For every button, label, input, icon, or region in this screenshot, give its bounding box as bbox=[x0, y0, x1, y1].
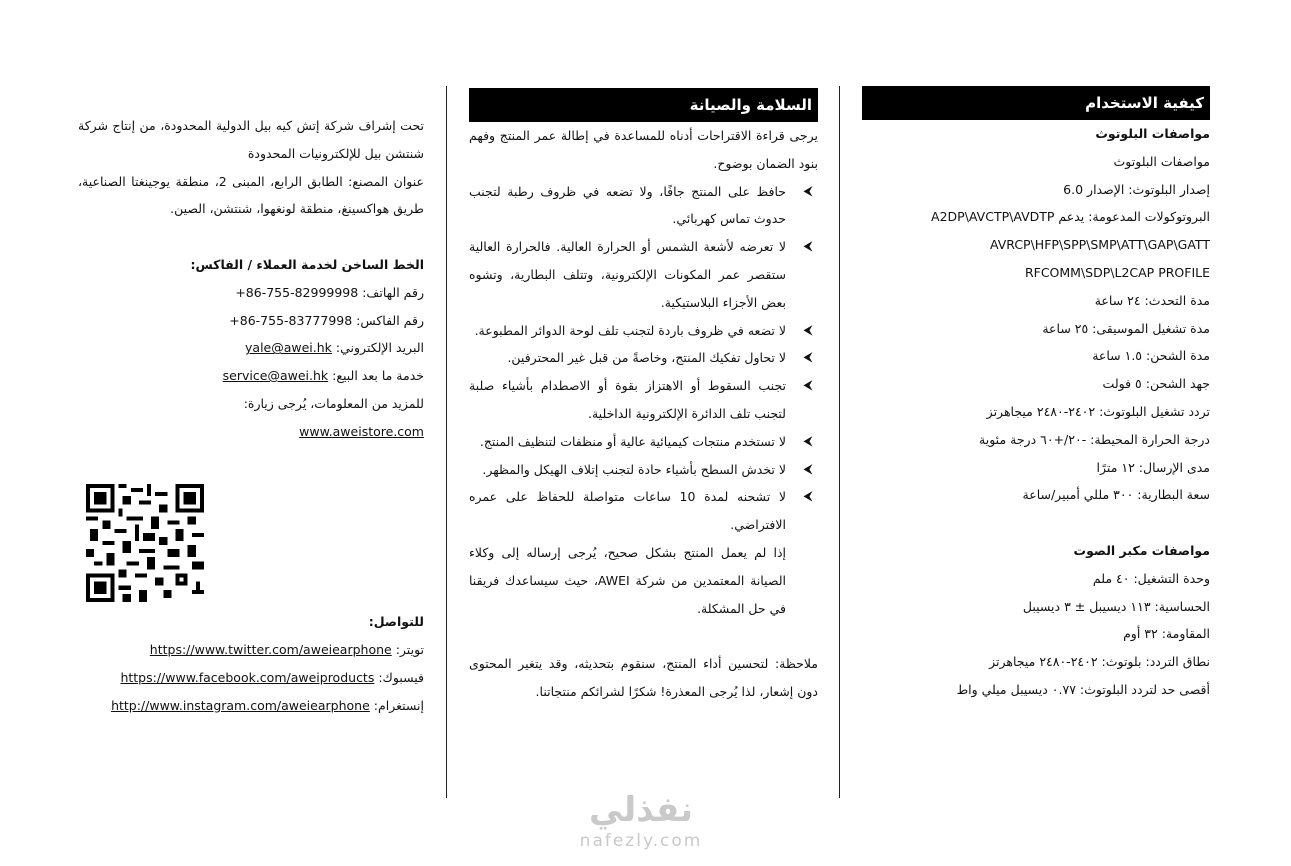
watermark-url: nafezly.com bbox=[579, 831, 703, 851]
spec-line: البروتوكولات المدعومة: يدعم A2DP\AVCTP\AVDTP bbox=[931, 209, 1210, 225]
spec-line: مواصفات البلوتوث bbox=[1113, 153, 1210, 169]
spec-line: وحدة التشغيل: ٤٠ ملم bbox=[1092, 570, 1210, 586]
spec-line: مدة تشغيل الموسيقى: ٢٥ ساعة bbox=[1042, 320, 1210, 336]
bluetooth-specs-list bbox=[862, 148, 1210, 509]
arrow-bullet-icon: ⮜ bbox=[803, 350, 813, 366]
list-item: ⮜ تجنب السقوط أو الاهتزاز بقوة أو الاصطدام بأشياء صلبة لتجنب تلف الدائرة الإلكترونية الداخلية. bbox=[469, 372, 818, 428]
spec-line: تردد تشغيل البلوتوث: ٢٤٠٢-٢٤٨٠ ميجاهرتز bbox=[986, 403, 1210, 419]
instagram-link[interactable]: http://www.instagram.com/aweiearphone bbox=[111, 697, 370, 713]
update-note: ملاحظة: لتحسين أداء المنتج، سنقوم بتحديثه، وقد يتغير المحتوى دون إشعار، لذا يُرجى المعذرة! شكرًا لشرائكم منتجاتنا. bbox=[469, 656, 818, 699]
list-item: ⮜ لا تعرضه لأشعة الشمس أو الحرارة العالية. فالحرارة العالية ستقصر عمر المكونات الإلكترونية، وتتلف البطارية، وتشوه بعض الأجزاء البلاستيكية. bbox=[469, 233, 818, 316]
arrow-bullet-icon: ⮜ bbox=[803, 239, 813, 255]
fax-number: +86-755-83777998 bbox=[229, 312, 353, 328]
twitter-row: تويتر: https://www.twitter.com/aweiearphone bbox=[149, 642, 424, 657]
service-row: خدمة ما بعد البيع: service@awei.hk bbox=[222, 368, 424, 384]
spec-line: مدة التحدث: ٢٤ ساعة bbox=[1094, 292, 1210, 308]
facebook-row: فيسبوك: https://www.facebook.com/aweiproducts bbox=[120, 669, 424, 685]
list-item: ⮜ حافظ على المنتج جافًا، ولا تضعه في ظروف رطبة لتجنب حدوث تماس كهربائي. bbox=[469, 178, 818, 234]
spec-line: المقاومة: ٣٢ أوم bbox=[1123, 626, 1210, 642]
more-info-text: للمزيد من المعلومات، يُرجى زيارة: bbox=[243, 395, 424, 411]
watermark-logo-text: نفذلي bbox=[588, 790, 694, 830]
arrow-bullet-icon: ⮜ bbox=[803, 489, 813, 505]
list-item: ⮜ لا تشحنه لمدة 10 ساعات متواصلة للحفاظ على عمره الافتراضي. bbox=[469, 483, 818, 539]
twitter-link[interactable]: https://www.twitter.com/aweiearphone bbox=[149, 642, 392, 657]
spec-line: إصدار البلوتوث: الإصدار 6.0 bbox=[1063, 181, 1210, 197]
repair-note: إذا لم يعمل المنتج بشكل صحيح، يُرجى إرساله إلى وكلاء الصيانة المعتمدين من شركة AWEI، حيث سيساعدك فريقنا في حل المشكلة. bbox=[469, 544, 787, 616]
speaker-specs-heading: مواصفات مكبر الصوت bbox=[1073, 542, 1210, 558]
spec-line: جهد الشحن: ٥ فولت bbox=[1102, 376, 1210, 392]
usage-title: كيفية الاستخدام bbox=[862, 86, 1210, 120]
spec-line: نطاق التردد: بلوتوث: ٢٤٠٢-٢٤٨٠ ميجاهرتز bbox=[989, 654, 1210, 670]
contact-heading: للتواصل: bbox=[368, 614, 424, 629]
watermark bbox=[566, 790, 716, 852]
list-item: ⮜ لا تستخدم منتجات كيميائية عالية أو منظفات لتنظيف المنتج. bbox=[469, 428, 818, 456]
spec-line: الحساسية: ١١٣ ديسيبل ± ٣ ديسيبل bbox=[1022, 598, 1210, 614]
column-divider bbox=[839, 86, 840, 798]
safety-title: السلامة والصيانة bbox=[469, 88, 818, 122]
instagram-row: إنستغرام: http://www.instagram.com/aweiearphone bbox=[111, 697, 424, 713]
speaker-specs-list bbox=[862, 565, 1210, 704]
email-link[interactable]: yale@awei.hk bbox=[245, 340, 332, 356]
social-links bbox=[78, 636, 424, 719]
factory-address: عنوان المصنع: الطابق الرابع، المبنى 2، منطقة يوجينغتا الصناعية، طريق هواكسينغ، منطقة لونغهوا، شنتشن، الصين. bbox=[78, 173, 424, 217]
safety-list bbox=[469, 178, 818, 539]
usage-column bbox=[862, 0, 1210, 704]
spec-line: AVRCP\HFP\SPP\SMP\ATT\GAP\GATT bbox=[989, 237, 1210, 253]
spec-line: درجة الحرارة المحيطة: -٢٠/+٦٠ درجة مئوية bbox=[979, 431, 1210, 447]
spec-line: مدى الإرسال: ١٢ مترًا bbox=[1096, 459, 1210, 475]
list-item: ⮜ لا تخدش السطح بأشياء حادة لتجنب إتلاف الهيكل والمظهر. bbox=[469, 456, 818, 484]
qr-code-icon bbox=[86, 484, 204, 602]
email-row: البريد الإلكتروني: yale@awei.hk bbox=[245, 340, 424, 356]
list-item: ⮜ لا تضعه في ظروف باردة لتجنب تلف لوحة الدوائر المطبوعة. bbox=[469, 317, 818, 345]
arrow-bullet-icon: ⮜ bbox=[803, 322, 813, 338]
safety-column bbox=[469, 0, 818, 706]
spec-line: RFCOMM\SDP\L2CAP PROFILE bbox=[1024, 264, 1210, 280]
website-row bbox=[78, 418, 424, 446]
spec-line: أقصى حد لتردد البلوتوث: ٠.٧٧ ديسيبل ميلي واط bbox=[956, 681, 1210, 697]
phone-number: +86-755-82999998 bbox=[235, 284, 359, 300]
company-column bbox=[78, 112, 424, 713]
arrow-bullet-icon: ⮜ bbox=[803, 378, 813, 394]
bluetooth-specs-heading: مواصفات البلوتوث bbox=[1095, 126, 1210, 141]
service-email-link[interactable]: service@awei.hk bbox=[222, 368, 329, 384]
arrow-bullet-icon: ⮜ bbox=[803, 183, 813, 199]
arrow-bullet-icon: ⮜ bbox=[803, 461, 813, 477]
website-link[interactable]: www.aweistore.com bbox=[299, 423, 424, 439]
facebook-link[interactable]: https://www.facebook.com/aweiproducts bbox=[120, 669, 375, 685]
column-divider bbox=[446, 86, 447, 798]
fax-row: رقم الفاكس: +86-755-83777998 bbox=[229, 312, 424, 328]
phone-row: رقم الهاتف: +86-755-82999998 bbox=[235, 284, 424, 300]
spec-line: مدة الشحن: ١.٥ ساعة bbox=[1092, 348, 1210, 364]
hotline-heading: الخط الساخن لخدمة العملاء / الفاكس: bbox=[190, 256, 424, 272]
arrow-bullet-icon: ⮜ bbox=[803, 433, 813, 449]
safety-intro: يرجى قراءة الاقتراحات أدناه للمساعدة في إطالة عمر المنتج وفهم بنود الضمان بوضوح. bbox=[469, 128, 818, 171]
company-intro: تحت إشراف شركة إتش كيه بيل الدولية المحدودة، من إنتاج شركة شنتشن بيل للإلكترونيات المحدودة bbox=[78, 118, 424, 161]
list-item: ⮜ لا تحاول تفكيك المنتج، وخاصةً من قبل غير المحترفين. bbox=[469, 344, 818, 372]
spec-line: سعة البطارية: ٣٠٠ مللي أمبير/ساعة bbox=[1022, 487, 1210, 503]
